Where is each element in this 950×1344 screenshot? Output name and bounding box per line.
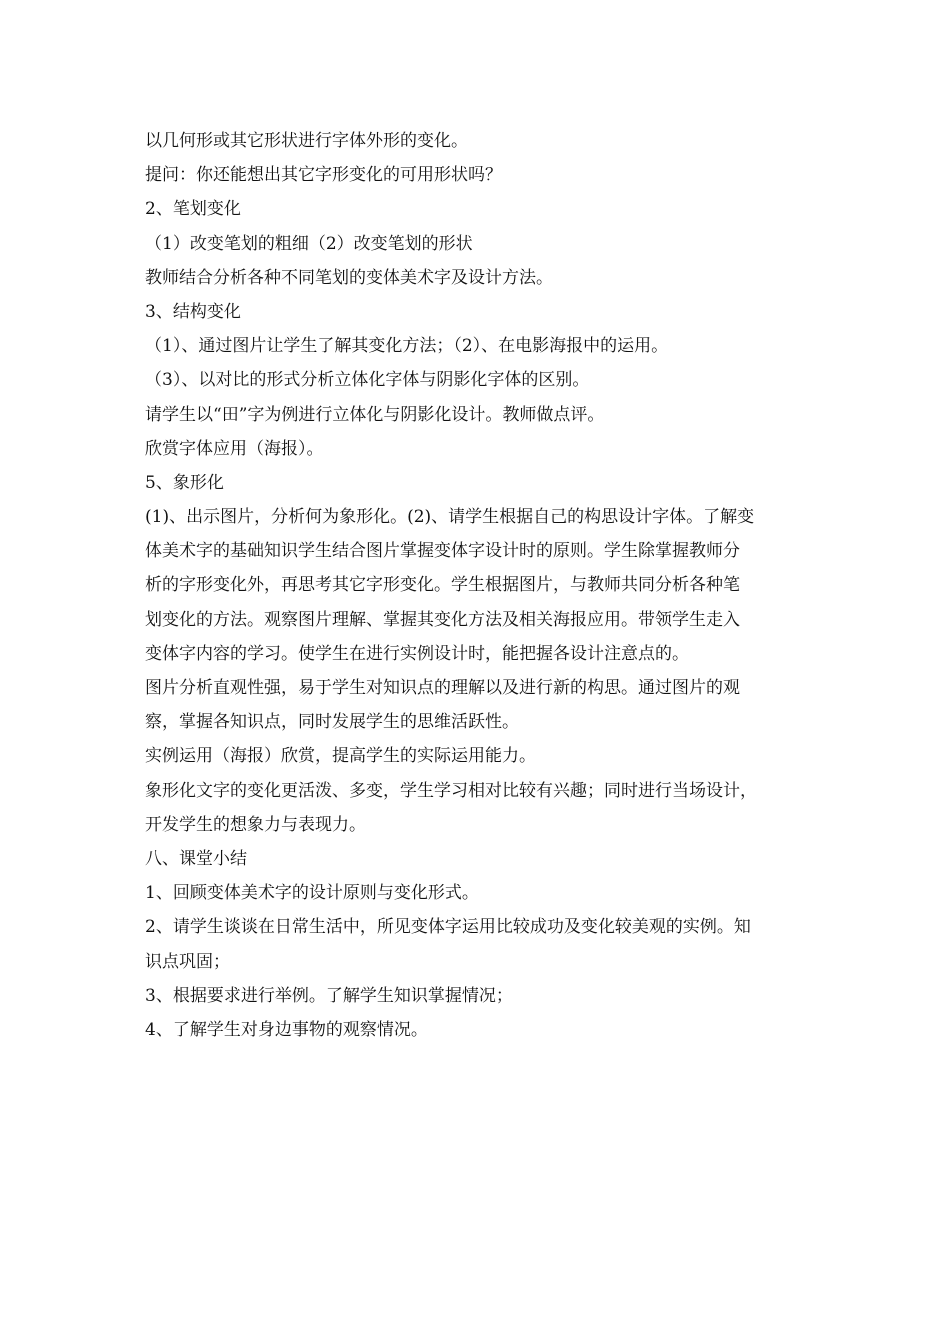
text-line: 4、了解学生对身边事物的观察情况。	[145, 1019, 428, 1040]
text-line: 体美术字的基础知识学生结合图片掌握变体字设计时的原则。学生除掌握教师分	[145, 541, 740, 562]
text-line: 以几何形或其它形状进行字体外形的变化。	[145, 131, 468, 151]
text-line: (1)、出示图片，分析何为象形化。(2)、请学生根据自己的构思设计字体。了解变	[145, 507, 755, 528]
section-heading: 5、象形化	[145, 472, 224, 493]
text-line: 实例运用（海报）欣赏，提高学生的实际运用能力。	[145, 746, 536, 767]
section-heading: 3、结构变化	[145, 301, 241, 322]
text-line: 3、根据要求进行举例。了解学生知识掌握情况；	[145, 985, 513, 1006]
text-line: （3）、以对比的形式分析立体化字体与阴影化字体的区别。	[145, 370, 590, 391]
text-line: 变体字内容的学习。使学生在进行实例设计时，能把握各设计注意点的。	[145, 643, 689, 664]
text-line: 2、请学生谈谈在日常生活中，所见变体字运用比较成功及变化较美观的实例。知	[145, 917, 751, 938]
section-heading: 八、课堂小结	[145, 848, 247, 869]
text-line: 提问：你还能想出其它字形变化的可用形状吗？	[145, 165, 502, 186]
text-line: （1）改变笔划的粗细（2）改变笔划的形状	[145, 233, 473, 254]
text-line: 开发学生的想象力与表现力。	[145, 814, 366, 835]
document-body	[145, 124, 810, 1047]
text-line: 识点巩固；	[145, 951, 230, 972]
text-line: 划变化的方法。观察图片理解、掌握其变化方法及相关海报应用。带领学生走入	[145, 609, 740, 630]
text-line: 析的字形变化外，再思考其它字形变化。学生根据图片，与教师共同分析各种笔	[145, 575, 740, 596]
text-line: 教师结合分析各种不同笔划的变体美术字及设计方法。	[145, 267, 553, 288]
section-heading: 2、笔划变化	[145, 199, 241, 220]
text-line: 欣赏字体应用（海报）。	[145, 438, 324, 459]
text-line: 请学生以“田”字为例进行立体化与阴影化设计。教师做点评。	[145, 404, 605, 425]
text-line: 察，掌握各知识点，同时发展学生的思维活跃性。	[145, 712, 519, 733]
text-line: 图片分析直观性强，易于学生对知识点的理解以及进行新的构思。通过图片的观	[145, 678, 740, 698]
text-line: 1、回顾变体美术字的设计原则与变化形式。	[145, 883, 479, 904]
text-line: 象形化文字的变化更活泼、多变，学生学习相对比较有兴趣；同时进行当场设计，	[145, 780, 757, 801]
text-line: （1）、通过图片让学生了解其变化方法；（2）、在电影海报中的运用。	[145, 336, 669, 357]
